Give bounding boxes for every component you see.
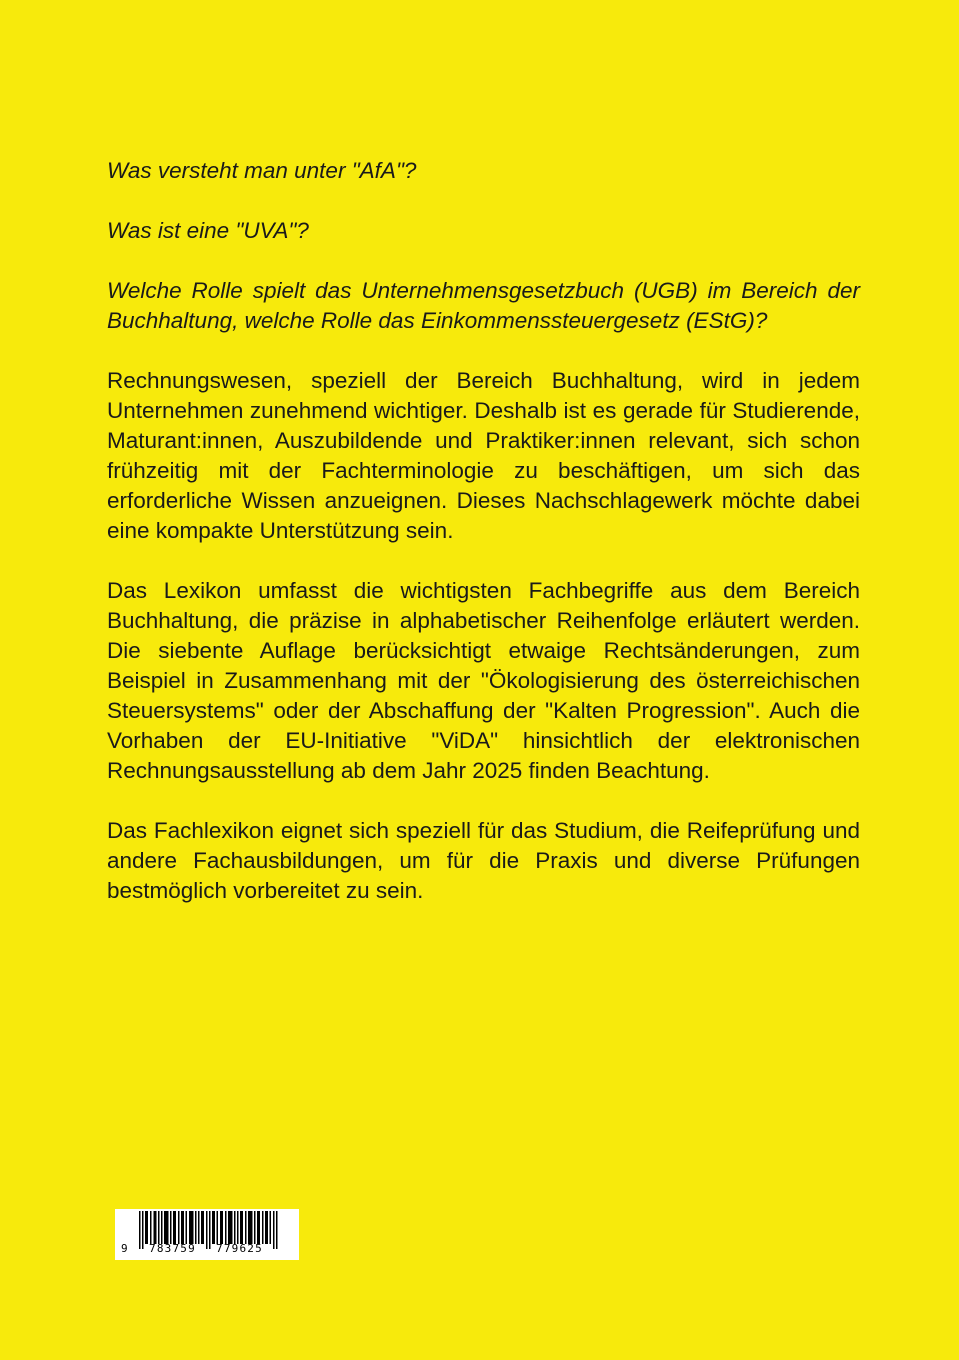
paragraph-intro: Rechnungswesen, speziell der Bereich Buchhaltung, wird in jedem Unternehmen zunehmend wichtiger. Deshalb ist es gerade für Studierende, Maturant:innen, Auszubildende und Praktiker:innen relevant, sich schon frühzeitig mit der Fachterminologie zu beschäftigen, um sich das erforderliche Wissen anzueignen. Dieses Nachschlagewerk möchte dabei eine kompakte Unterstützung sein. [107, 368, 860, 543]
paragraph-audience: Das Fachlexikon eignet sich speziell für das Studium, die Reifeprüfung und andere Fachausbildungen, um für die Praxis und diverse Prüfungen bestmöglich vorbereitet zu sein. [107, 818, 860, 903]
isbn-barcode [115, 1209, 299, 1260]
barcode-bars-icon [115, 1209, 299, 1260]
question-ugb-estg: Welche Rolle spielt das Unternehmensgesetzbuch (UGB) im Bereich der Buchhaltung, welche Rolle das Einkommenssteuergesetz (EStG)? [107, 278, 860, 333]
barcode-left-group: 783759 [149, 1242, 196, 1255]
question-uva: Was ist eine "UVA"? [107, 218, 309, 243]
barcode-right-group: 779625 [216, 1242, 263, 1255]
paragraph-lexikon: Das Lexikon umfasst die wichtigsten Fachbegriffe aus dem Bereich Buchhaltung, die präzise in alphabetischer Reihenfolge erläutert werden. Die siebente Auflage berücksichtigt etwaige Rechtsänderungen, zum Beispiel in Zusammenhang mit der "Ökologisierung des österreichischen Steuersystems" oder der Abschaffung der "Kalten Progression". Auch die Vorhaben der EU-Initiative "ViDA" hinsichtlich der elektronischen Rechnungsausstellung ab dem Jahr 2025 finden Beachtung. [107, 578, 860, 783]
barcode-first-digit: 9 [121, 1242, 129, 1255]
question-afa: Was versteht man unter "AfA"? [107, 158, 417, 183]
back-cover-text [107, 156, 860, 906]
